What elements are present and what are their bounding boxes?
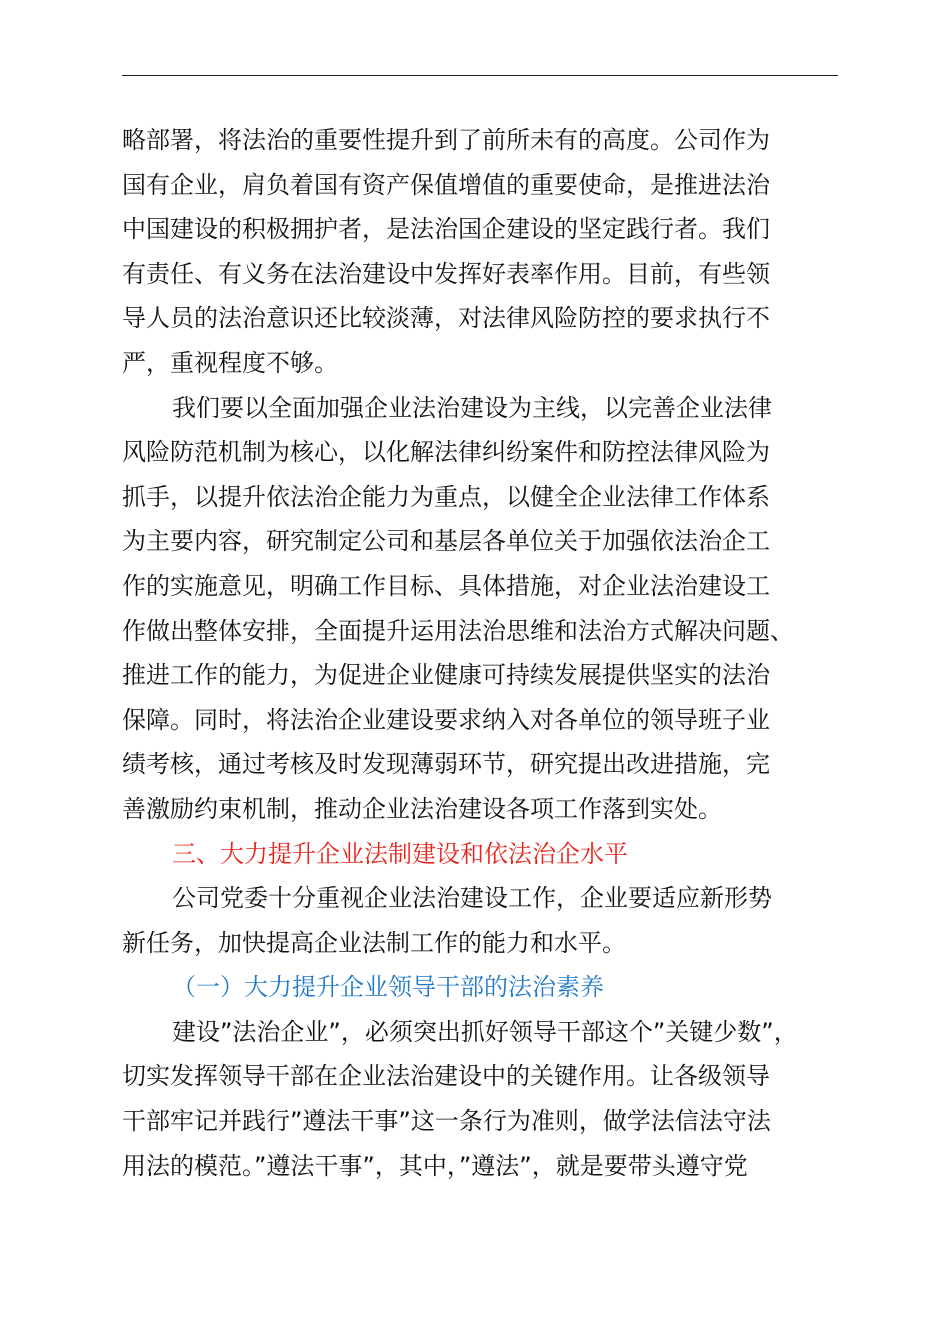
text-line: 我们要以全面加强企业法治建设为主线，以完善企业法律 — [172, 393, 772, 422]
text-line: 抓手，以提升依法治企能力为重点，以健全企业法律工作体系 — [122, 482, 770, 511]
text-line: 建设”法治企业”，必须突出抓好领导干部这个”关键少数”， — [172, 1017, 798, 1046]
text-line: 切实发挥领导干部在企业法治建设中的关键作用。让各级领导 — [122, 1062, 770, 1091]
header-rule — [122, 75, 838, 76]
text-line: 中国建设的积极拥护者，是法治国企建设的坚定践行者。我们 — [122, 215, 770, 244]
text-line: 风险防范机制为核心，以化解法律纠纷案件和防控法律风险为 — [122, 438, 770, 467]
text-line: 严，重视程度不够。 — [122, 348, 338, 377]
text-line: 为主要内容，研究制定公司和基层各单位关于加强依法治企工 — [122, 527, 770, 556]
text-line: 有责任、有义务在法治建设中发挥好表率作用。目前，有些领 — [122, 259, 770, 288]
text-line: 国有企业，肩负着国有资产保值增值的重要使命，是推进法治 — [122, 170, 770, 199]
text-line: 推进工作的能力，为促进企业健康可持续发展提供坚实的法治 — [122, 661, 770, 690]
text-line: 略部署，将法治的重要性提升到了前所未有的高度。公司作为 — [122, 126, 770, 154]
section-heading: 三、大力提升企业法制建设和依法治企水平 — [172, 839, 628, 868]
text-line: 作做出整体安排，全面提升运用法治思维和法治方式解决问题、 — [122, 616, 794, 645]
text-line: 新任务，加快提高企业法制工作的能力和水平。 — [122, 928, 626, 957]
document-body — [122, 118, 838, 1188]
text-line: 作的实施意见，明确工作目标、具体措施，对企业法治建设工 — [122, 571, 770, 600]
text-line: 保障。同时，将法治企业建设要求纳入对各单位的领导班子业 — [122, 705, 770, 734]
subsection-heading: （一）大力提升企业领导干部的法治素养 — [172, 973, 604, 1002]
text-line: 善激励约束机制，推动企业法治建设各项工作落到实处。 — [122, 794, 722, 823]
text-line: 干部牢记并践行”遵法干事”这一条行为准则，做学法信法守法 — [122, 1107, 771, 1136]
text-line: 导人员的法治意识还比较淡薄，对法律风险防控的要求执行不 — [122, 304, 770, 333]
text-line: 用法的模范。”遵法干事”，其中，”遵法”，就是要带头遵守党 — [122, 1151, 748, 1180]
text-line: 公司党委十分重视企业法治建设工作，企业要适应新形势 — [172, 884, 772, 913]
text-line: 绩考核，通过考核及时发现薄弱环节，研究提出改进措施，完 — [122, 750, 770, 779]
